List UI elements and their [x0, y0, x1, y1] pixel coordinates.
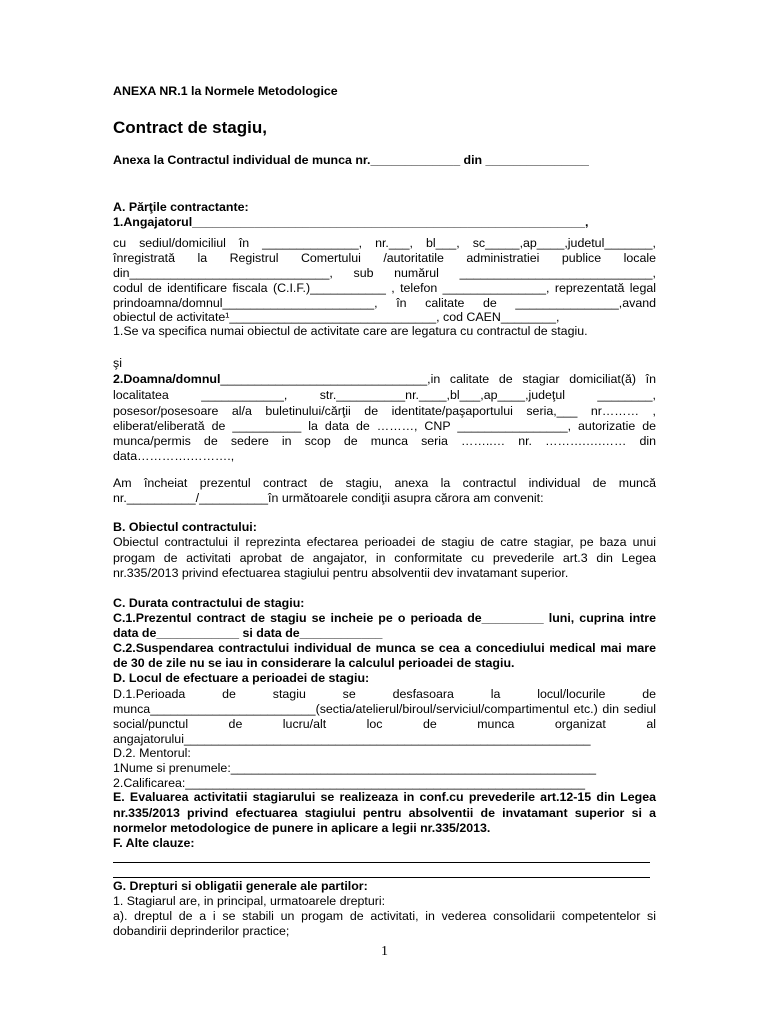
- text-line: nr.335/2013 privind efectuarea stagiului pentru absolventii de invatamant superior si a: [113, 806, 656, 820]
- text-line: codul de identificare fiscala (C.I.F.)___________ , telefon _______________, reprezentată legal: [113, 281, 656, 295]
- document-subtitle: Anexa la Contractul individual de munca nr._____________ din _______________: [113, 153, 589, 167]
- text-line: C.1.Prezentul contract de stagiu se incheie pe o perioada de_________ luni, cuprina intre: [113, 611, 656, 625]
- text-line: data de____________ si data de____________: [113, 626, 383, 640]
- section-c-heading: C. Durata contractului de stagiu:: [113, 596, 305, 610]
- document-title: Contract de stagiu,: [113, 118, 267, 137]
- text-line: dobandirii deprinderilor practice;: [113, 924, 290, 938]
- section-b-heading: B. Obiectul contractului:: [113, 520, 257, 534]
- and-word: şi: [113, 356, 122, 370]
- text-line: progam de activitati aprobat de angajator, in conformitate cu prevederile art.3 din Legea: [113, 551, 656, 565]
- text-line: de 30 de zile nu se iau in considerare la calculul perioadei de stagiu.: [113, 656, 515, 670]
- text-line: 2.Calificarea:__________________________________________________________: [113, 776, 585, 790]
- text-line: înregistrată la Registrul Comertului /autoritatile administratiei publice locale: [113, 251, 656, 265]
- text-line: cu sediul/domiciliul în ______________, nr.___, bl___, sc_____,ap____,judetul_______,: [113, 236, 656, 250]
- text-line: Am încheiat prezentul contract de stagiu, anexa la contractul individual de muncă: [113, 476, 656, 490]
- page-number: 1: [381, 944, 388, 959]
- section-g-heading: G. Drepturi si obligatii generale ale partilor:: [113, 879, 368, 893]
- text-line: munca/permis de sedere in scop de munca seria ……..… nr. ……….….…… din: [113, 434, 656, 448]
- text-line: din_____________________________, sub numărul ____________________________,: [113, 266, 656, 280]
- text-line: munca________________________(sectia/atelierul/biroul/serviciul/compartimentul etc.) din sediul: [113, 702, 656, 716]
- text-line: angajatorului___________________________________________________________: [113, 732, 591, 746]
- text-line: normelor metodologice de punere in aplicare a legii nr.335/2013.: [113, 821, 491, 835]
- text-line: localitatea ____________, str.__________nr.____,bl___,ap____,judeţul ________,: [113, 388, 656, 402]
- section-d-heading: D. Locul de efectuare a perioadei de stagiu:: [113, 671, 370, 685]
- section-a-heading: A. Părţile contractante:: [113, 200, 249, 214]
- text-line: nr.__________/__________în următoarele condiţii asupra cărora am convenit:: [113, 491, 544, 505]
- text-line: D.2. Mentorul:: [113, 746, 191, 760]
- section-f-heading: F. Alte clauze:: [113, 836, 195, 850]
- text-line: a). dreptul de a i se stabili un progam de activitati, in vederea consolidarii competentelor si: [113, 909, 656, 923]
- text-line: C.2.Suspendarea contractului individual de munca se cea a concediului medical mai mare: [113, 641, 656, 655]
- text-line: prindoamna/domnul______________________, în calitate de _______________,avand: [113, 296, 656, 310]
- text-line: D.1.Perioada de stagiu se desfasoara la locul/locurile de: [113, 687, 656, 701]
- blank-line: [113, 862, 650, 863]
- text-line: eliberat/eliberată de __________ la data de ………, CNP ________________, autorizatie de: [113, 419, 656, 433]
- blank-line: [113, 877, 650, 878]
- footnote: 1.Se va specifica numai obiectul de activitate care are legatura cu contractul de stagiu.: [113, 324, 588, 338]
- text-line: nr.335/2013 privind efectuarea stagiului pentru absolventii dev invatamant superior.: [113, 566, 569, 580]
- text-line: data………….……….,: [113, 449, 235, 463]
- text-line: Obiectul contractului il reprezinta efectarea perioadei de stagiu de catre stagiar, pe baza unui: [113, 535, 656, 549]
- text-line: posesor/posesoare al/a buletinului/cărţii de identitate/paşaportului seria,___ nr……… ,: [113, 404, 656, 418]
- trainee-label: 2.Doamna/domnul: [113, 372, 221, 386]
- text-line: social/punctul de lucru/alt loc de munca organizat al: [113, 717, 656, 731]
- text-line: E. Evaluarea activitatii stagiarului se realizeaza in conf.cu prevederile art.12-15 din Legea: [113, 790, 656, 804]
- employer-line: 1.Angajatorul_________________________________________________________,: [113, 215, 589, 229]
- text-line: 1. Stagiarul are, in principal, urmatoarele drepturi:: [113, 894, 386, 908]
- trainee-line: [113, 372, 656, 387]
- annex-heading: ANEXA NR.1 la Normele Metodologice: [113, 84, 338, 98]
- trainee-rest: ______________________________,in calitate de stagiar domiciliat(ă) în: [220, 372, 656, 386]
- text-line: 1Nume si prenumele:_____________________________________________________: [113, 761, 596, 775]
- text-line: obiectul de activitate¹______________________________, cod CAEN________,: [113, 310, 560, 324]
